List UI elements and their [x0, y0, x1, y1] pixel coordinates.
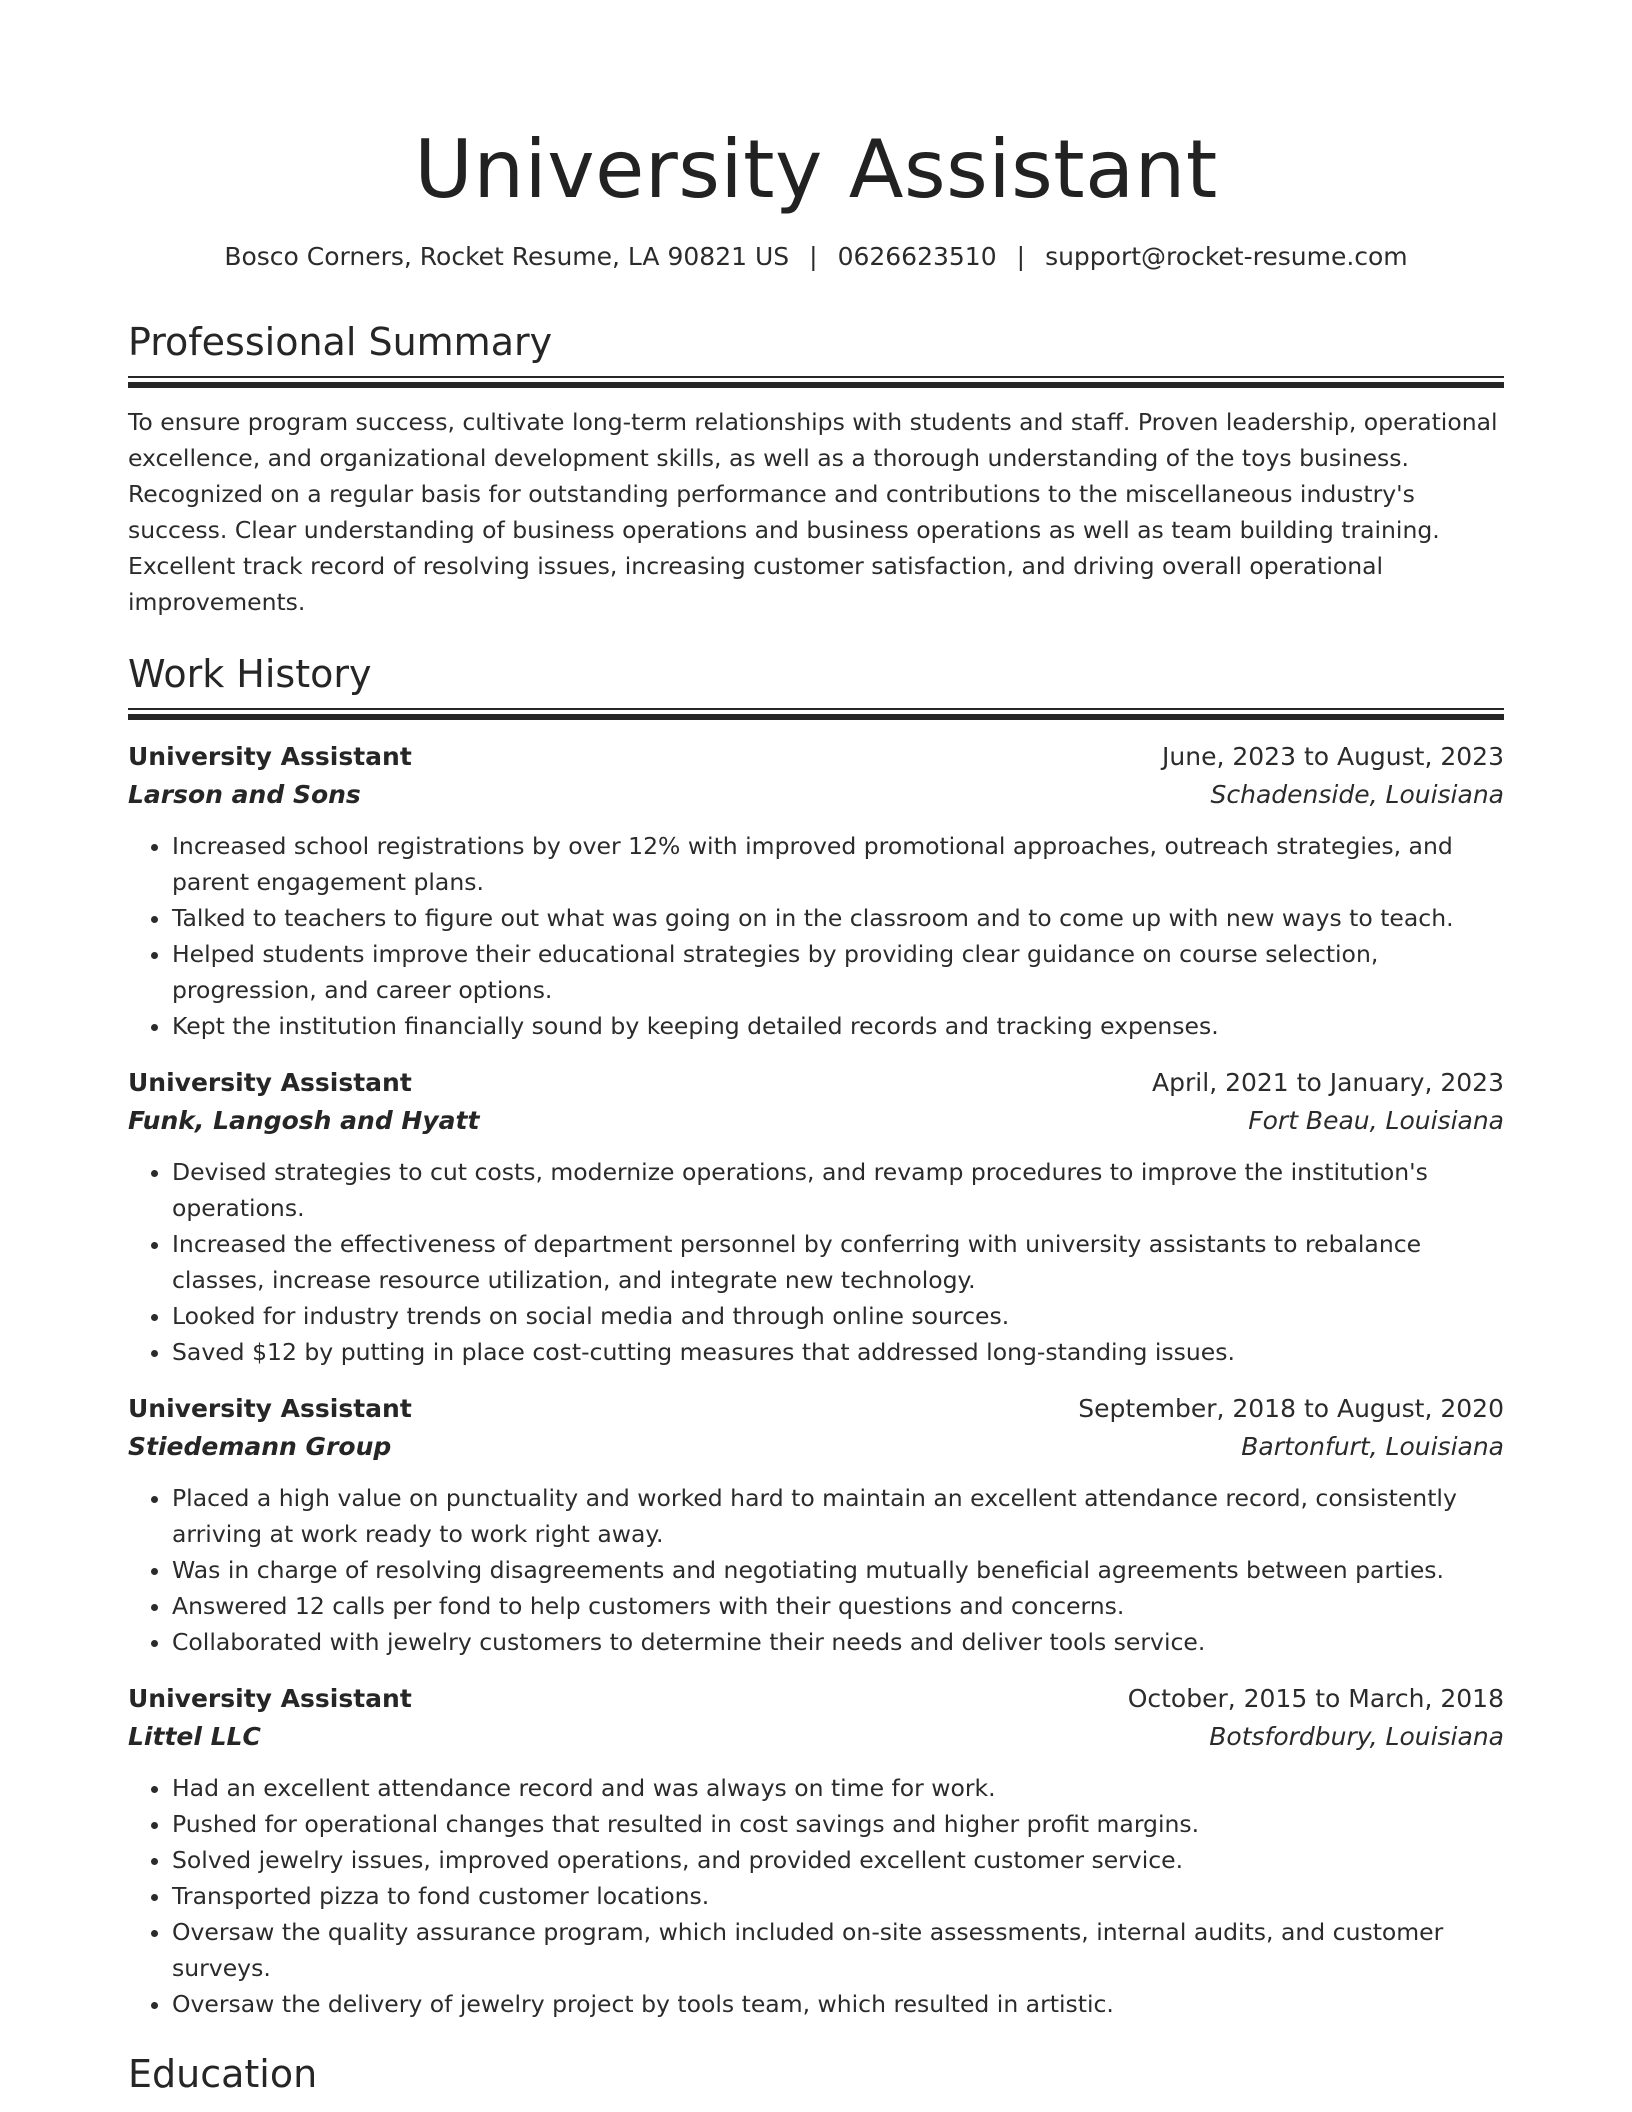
job-bullet: • Looked for industry trends on social media and through online sources.: [172, 1298, 1504, 1334]
job-dates: April, 2021 to January, 2023: [1152, 1068, 1504, 1097]
contact-line: [128, 240, 1504, 274]
job-dates: October, 2015 to March, 2018: [1127, 1684, 1504, 1713]
job-company: Larson and Sons: [128, 780, 361, 809]
job-bullet: • Pushed for operational changes that resulted in cost savings and higher profit margins.: [172, 1806, 1504, 1842]
job-bullet: • Had an excellent attendance record and was always on time for work.: [172, 1770, 1504, 1806]
job-bullets: [128, 1480, 1504, 1660]
section-divider: [128, 708, 1504, 720]
job-dates: September, 2018 to August, 2020: [1078, 1394, 1504, 1423]
job-list: [128, 738, 1504, 2022]
job-bullet: • Answered 12 calls per fond to help customers with their questions and concerns.: [172, 1588, 1504, 1624]
job-bullet: • Was in charge of resolving disagreements and negotiating mutually beneficial agreements between parties.: [172, 1552, 1504, 1588]
work-history-section: [128, 648, 1504, 2022]
resume-name: University Assistant: [414, 123, 1218, 216]
contact-phone: 0626623510: [837, 242, 997, 271]
job-entry: [128, 1390, 1504, 1660]
job-bullet: • Increased school registrations by over 12% with improved promotional approaches, outreach strategies, and parent engagement plans.: [172, 828, 1504, 900]
contact-address: Bosco Corners, Rocket Resume, LA 90821 US: [224, 242, 790, 271]
education-section: [128, 2048, 1504, 2100]
job-title: University Assistant: [128, 1684, 412, 1713]
professional-summary-section: [128, 316, 1504, 620]
job-bullet: • Collaborated with jewelry customers to determine their needs and deliver tools service.: [172, 1624, 1504, 1660]
job-bullet: • Transported pizza to fond customer locations.: [172, 1878, 1504, 1914]
resume-page: [128, 0, 1504, 2100]
job-bullet: • Devised strategies to cut costs, modernize operations, and revamp procedures to improve the institution's operations.: [172, 1154, 1504, 1226]
section-title-work-history: Work History: [128, 652, 372, 696]
section-title-summary: Professional Summary: [128, 320, 553, 364]
job-company: Funk, Langosh and Hyatt: [128, 1106, 480, 1135]
section-divider: [128, 376, 1504, 388]
job-location: Schadenside, Louisiana: [1210, 780, 1504, 809]
contact-separator: |: [809, 242, 818, 271]
job-bullet: • Talked to teachers to figure out what was going on in the classroom and to come up with new ways to teach.: [172, 900, 1504, 936]
job-title: University Assistant: [128, 742, 412, 771]
job-bullet: • Oversaw the quality assurance program, which included on-site assessments, internal audits, and customer surveys.: [172, 1914, 1504, 1986]
job-location: Botsfordbury, Louisiana: [1209, 1722, 1504, 1751]
job-dates: June, 2023 to August, 2023: [1162, 742, 1504, 771]
job-location: Bartonfurt, Louisiana: [1241, 1432, 1504, 1461]
job-bullet: • Helped students improve their educational strategies by providing clear guidance on course selection, progression, and career options.: [172, 936, 1504, 1008]
job-entry: [128, 738, 1504, 1044]
job-bullet: • Kept the institution financially sound by keeping detailed records and tracking expenses.: [172, 1008, 1504, 1044]
section-title-education: Education: [128, 2052, 318, 2096]
job-title: University Assistant: [128, 1068, 412, 1097]
job-bullet: • Placed a high value on punctuality and worked hard to maintain an excellent attendance record, consistently arriving at work ready to work right away.: [172, 1480, 1504, 1552]
contact-email: support@rocket-resume.com: [1045, 242, 1408, 271]
job-bullet: • Oversaw the delivery of jewelry project by tools team, which resulted in artistic.: [172, 1986, 1504, 2022]
contact-separator: |: [1016, 242, 1026, 271]
job-bullets: [128, 828, 1504, 1044]
summary-text: To ensure program success, cultivate long-term relationships with students and staff. Proven leadership, operational excellence, and organizational development skills, as well as a thorough understanding of the toys business. Recognized on a regular basis for outstanding performance and contributions to the miscellaneous industry's success. Clear understanding of business operations and business operations as well as team building training. Excellent track record of resolving issues, increasing customer satisfaction, and driving overall operational improvements.: [128, 408, 1498, 616]
job-location: Fort Beau, Louisiana: [1248, 1106, 1504, 1135]
job-entry: [128, 1680, 1504, 2022]
job-company: Littel LLC: [128, 1722, 261, 1751]
job-bullet: • Increased the effectiveness of department personnel by conferring with university assistants to rebalance classes, increase resource utilization, and integrate new technology.: [172, 1226, 1504, 1298]
job-bullet: • Saved $12 by putting in place cost-cutting measures that addressed long-standing issues.: [172, 1334, 1504, 1370]
job-title: University Assistant: [128, 1394, 412, 1423]
job-bullets: [128, 1770, 1504, 2022]
job-bullet: • Solved jewelry issues, improved operations, and provided excellent customer service.: [172, 1842, 1504, 1878]
job-bullets: [128, 1154, 1504, 1370]
job-entry: [128, 1064, 1504, 1370]
job-company: Stiedemann Group: [128, 1432, 392, 1461]
